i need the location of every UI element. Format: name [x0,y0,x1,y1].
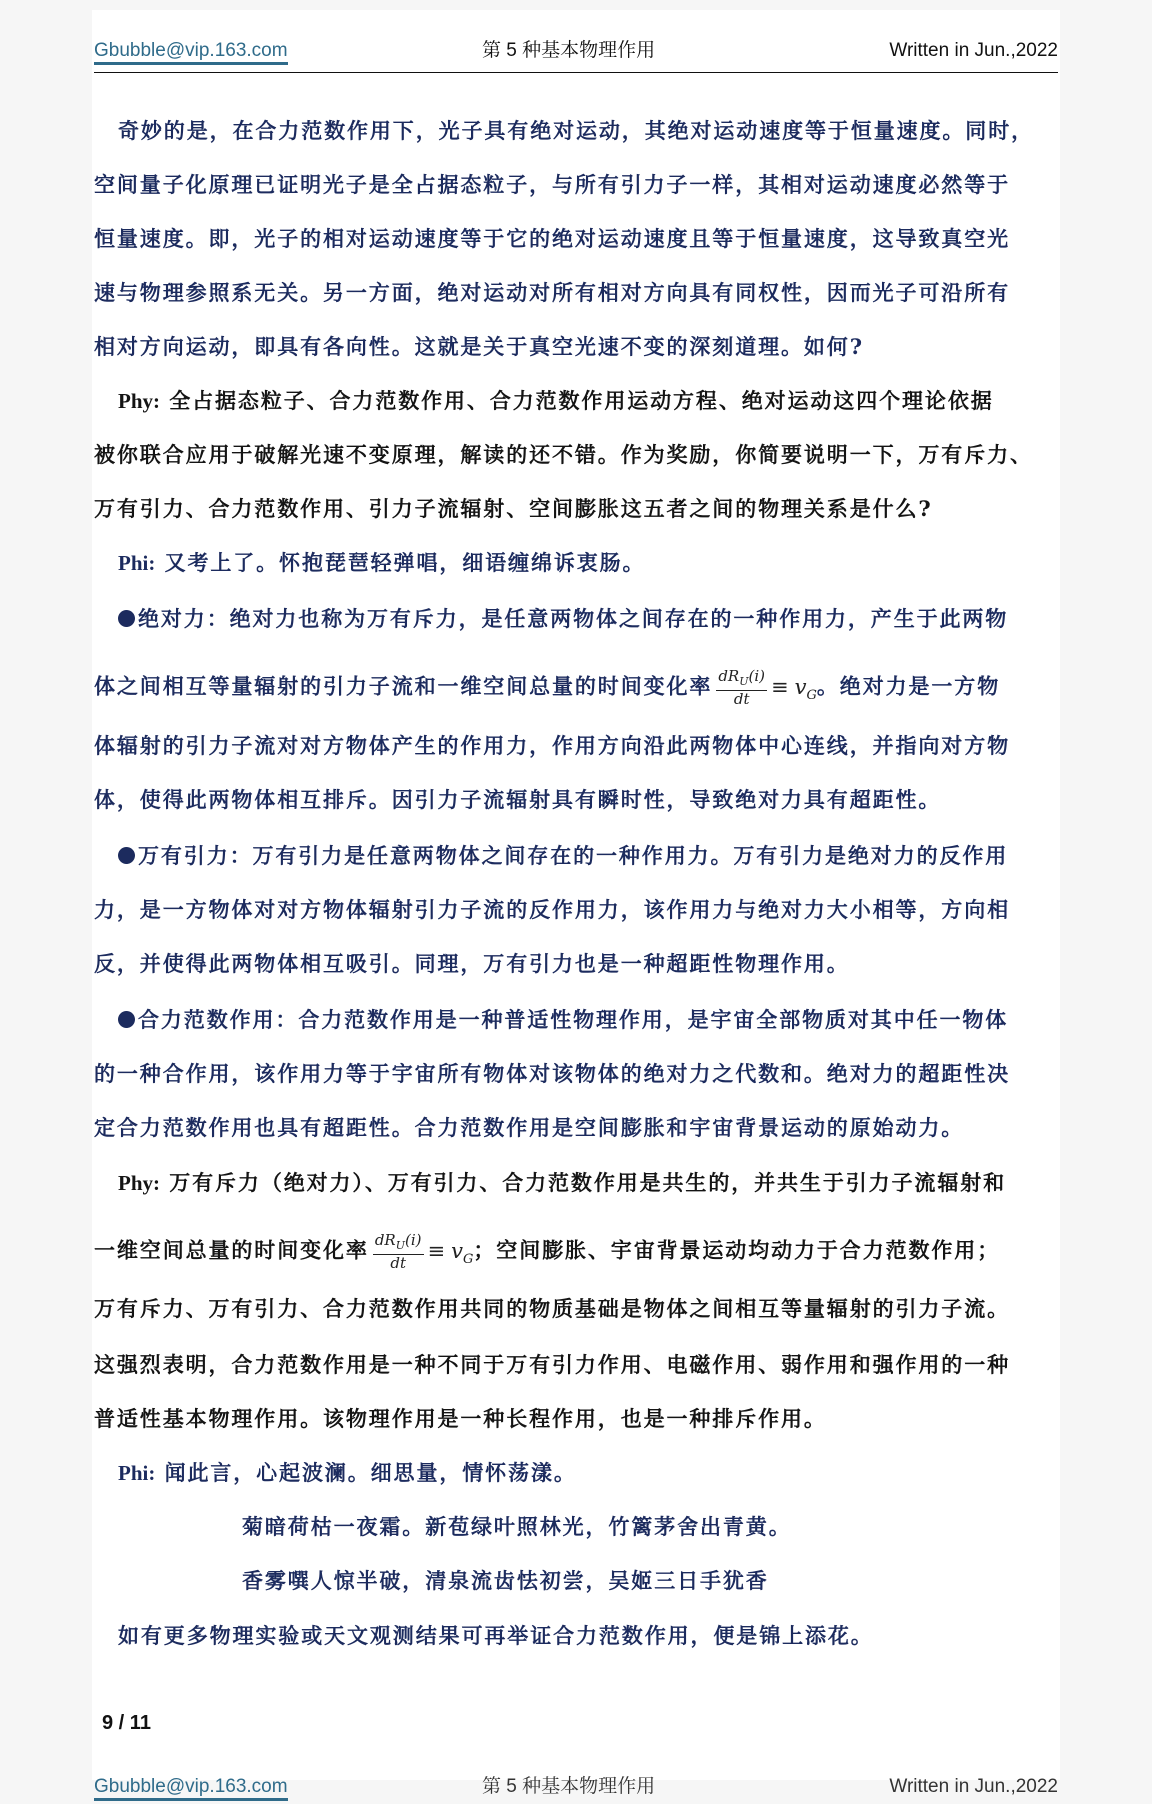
running-header [94,40,1058,68]
paragraph-line: 恒量速度。即，光子的相对运动速度等于它的绝对运动速度且等于恒量速度，这导致真空光 [94,226,1010,251]
paragraph-line: 体，使得此两物体相互排斥。因引力子流辐射具有瞬时性，导致绝对力具有超距性。 [94,787,942,812]
bullet-icon [118,610,135,627]
paragraph-line: 速与物理参照系无关。另一方面，绝对运动对所有相对方向具有同权性，因而光子可沿所有 [94,280,1010,305]
document-title: 第 5 种基本物理作用 [482,40,656,61]
paragraph-line: 体之间相互等量辐射的引力子流和一维空间总量的时间变化率 $\frac{dR_U(i)}{dt}$ ≡ $v_G$。绝对力是一方物 [94,667,1001,708]
bullet-gravitation: 万有引力：万有引力是任意两物体之间存在的一种作用力。万有引力是绝对力的反作用 [118,841,1084,871]
paragraph-line: 这强烈表明，合力范数作用是一种不同于万有引力作用、电磁作用、弱作用和强作用的一种 [94,1352,1010,1377]
paragraph-line: 万有斥力、万有引力、合力范数作用共同的物质基础是物体之间相互等量辐射的引力子流。 [94,1296,1010,1321]
dialogue-phi: Phi: 闻此言，心起波澜。细思量，情怀荡漾。 [118,1460,577,1485]
paragraph-line: 反，并使得此两物体相互吸引。同理，万有引力也是一种超距性物理作用。 [94,951,850,976]
bullet-term: 万有引力： [138,843,253,868]
page-number: 9 / 11 [102,1712,151,1734]
paragraph-line: 的一种合作用，该作用力等于宇宙所有物体对该物体的绝对力之代数和。绝对力的超距性决 [94,1061,1010,1086]
speaker-label: Phy: [118,389,160,413]
bullet-term: 合力范数作用： [138,1007,299,1032]
paragraph-line: 普适性基本物理作用。该物理作用是一种长程作用，也是一种排斥作用。 [94,1406,827,1431]
document-title: 第 5 种基本物理作用 [482,1776,656,1797]
paragraph-line: 一维空间总量的时间变化率 $\frac{dR_U(i)}{dt}$ ≡ $v_G$；空间膨胀、宇宙背景运动均动力于合力范数作用； [94,1231,1001,1272]
formula-fraction: $\frac{dR_U(i)}{dt}$ [718,667,766,708]
author-email-link[interactable]: Gbubble@vip.163.com [94,40,288,65]
formula-rhs: ≡ $v_G$ [771,674,817,703]
speaker-label: Phy: [118,1171,160,1195]
poem-line: 菊暗荷枯一夜霜。新苞绿叶照林光，竹篱茅舍出青黄。 [242,1514,792,1539]
closing-line: 如有更多物理实验或天文观测结果可再举证合力范数作用，便是锦上添花。 [118,1623,874,1648]
formula-fraction: $\frac{dR_U(i)}{dt}$ [374,1231,422,1272]
dialogue-phy: Phy: 全占据态粒子、合力范数作用、合力范数作用运动方程、绝对运动这四个理论依据 [118,388,994,413]
speaker-label: Phi: [118,1461,156,1485]
next-page-header [94,1776,1058,1804]
written-date: Written in Jun.,2022 [889,40,1058,61]
header-rule [94,72,1058,73]
paragraph-line: 奇妙的是，在合力范数作用下，光子具有绝对运动，其绝对运动速度等于恒量速度。同时， [118,118,1034,143]
paragraph-line: 体辐射的引力子流对对方物体产生的作用力，作用方向沿此两物体中心连线，并指向对方物 [94,733,1010,758]
bullet-icon [118,1011,135,1028]
bullet-absolute-force: 绝对力：绝对力也称为万有斥力，是任意两物体之间存在的一种作用力，产生于此两物 [118,604,1084,634]
bullet-resultant-norm: 合力范数作用：合力范数作用是一种普适性物理作用，是宇宙全部物质对其中任一物体 [118,1005,1084,1035]
paragraph-line: 定合力范数作用也具有超距性。合力范数作用是空间膨胀和宇宙背景运动的原始动力。 [94,1115,965,1140]
poem-line: 香雾噀人惊半破，清泉流齿怯初尝，吴姬三日手犹香 [242,1568,769,1593]
paragraph-line: 力，是一方物体对对方物体辐射引力子流的反作用力，该作用力与绝对力大小相等，方向相 [94,897,1010,922]
bullet-term: 绝对力： [138,606,230,631]
formula-rhs: ≡ $v_G$ [427,1238,474,1267]
written-date: Written in Jun.,2022 [889,1776,1058,1797]
paragraph-line: 空间量子化原理已证明光子是全占据态粒子，与所有引力子一样，其相对运动速度必然等于 [94,172,1010,197]
paragraph-line: 万有引力、合力范数作用、引力子流辐射、空间膨胀这五者之间的物理关系是什么? [94,496,933,521]
dialogue-phy: Phy: 万有斥力（绝对力）、万有引力、合力范数作用是共生的，并共生于引力子流辐射和 [118,1170,1007,1195]
paragraph-line: 相对方向运动，即具有各向性。这就是关于真空光速不变的深刻道理。如何? [94,334,864,359]
speaker-label: Phi: [118,551,156,575]
dialogue-phi: Phi: 又考上了。怀抱琵琶轻弹唱，细语缠绵诉衷肠。 [118,550,646,575]
paragraph-line: 被你联合应用于破解光速不变原理，解读的还不错。作为奖励，你简要说明一下，万有斥力、 [94,442,1033,467]
author-email-link[interactable]: Gbubble@vip.163.com [94,1776,288,1801]
bullet-icon [118,847,135,864]
